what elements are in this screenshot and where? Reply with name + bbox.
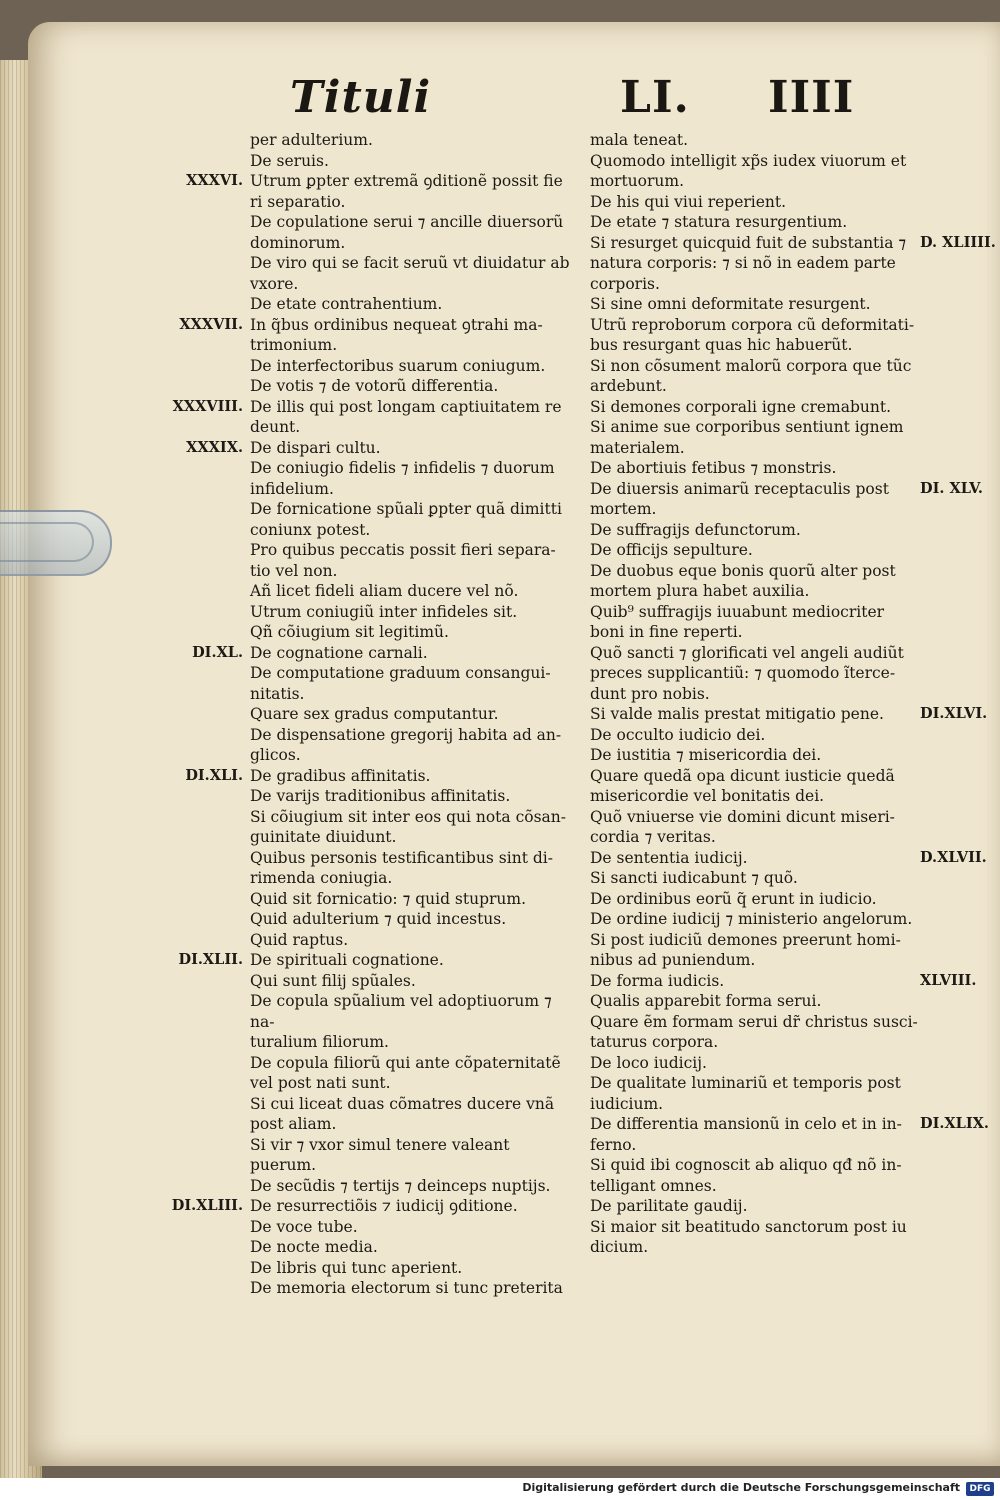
index-entry bbox=[590, 561, 920, 602]
index-entry bbox=[590, 356, 920, 397]
entry-text: Quare quedã opa dicunt iusticie quedã misericordie vel bonitatis dei. bbox=[590, 766, 895, 805]
entry-text: Si anime sue corporibus sentiunt ignem materialem. bbox=[590, 418, 904, 457]
section-number: DI.XLI. bbox=[185, 766, 243, 784]
entry-text: De forma iudicis. bbox=[590, 971, 725, 990]
entry-text: De copulatione serui ⁊ ancille diuersorũ dominorum. bbox=[250, 213, 564, 252]
entry-text: De votis ⁊ de votorũ differentia. bbox=[250, 377, 499, 395]
index-entry bbox=[250, 1217, 580, 1238]
index-entry bbox=[590, 1012, 920, 1053]
index-entry bbox=[590, 971, 977, 992]
entry-text: Utrum ꝑpter extremã ꝯditionẽ possit fie ri separatio. bbox=[250, 172, 563, 211]
section-number: DI. XLV. bbox=[920, 479, 983, 497]
index-entry bbox=[590, 807, 920, 848]
entry-text: De libris qui tunc aperient. bbox=[250, 1258, 463, 1277]
index-entry bbox=[590, 151, 920, 192]
index-entry bbox=[172, 397, 580, 438]
index-entry bbox=[590, 417, 920, 458]
index-entry bbox=[185, 766, 580, 787]
index-entry bbox=[590, 192, 920, 213]
entry-text: De etate contrahentium. bbox=[250, 295, 443, 313]
index-entry bbox=[590, 233, 996, 295]
index-entry bbox=[250, 1094, 580, 1135]
index-entry bbox=[590, 930, 920, 971]
section-number: DI.XLVI. bbox=[920, 705, 988, 722]
entry-text: Si quid ibi cognoscit ab aliquo qđ nõ in- telligant omnes. bbox=[590, 1156, 902, 1195]
entry-text: De abortiuis fetibus ⁊ monstris. bbox=[590, 459, 837, 477]
entry-text: De spirituali cognatione. bbox=[250, 951, 444, 969]
entry-text: mala teneat. bbox=[590, 131, 689, 149]
index-entry bbox=[590, 212, 920, 233]
index-entry bbox=[250, 1135, 580, 1176]
entry-text: Quid adulterium ⁊ quid incestus. bbox=[250, 910, 507, 928]
index-entry bbox=[250, 602, 580, 623]
index-entry bbox=[250, 930, 580, 951]
entry-text: Si non cõsument malorũ corpora que tũc ardebunt. bbox=[590, 356, 912, 395]
index-entry bbox=[250, 807, 580, 848]
entry-text: De secũdis ⁊ tertijs ⁊ deinceps nuptijs. bbox=[250, 1176, 551, 1195]
entry-text: De seruis. bbox=[250, 151, 329, 170]
index-entry bbox=[250, 991, 580, 1053]
index-entry bbox=[178, 950, 580, 971]
entry-text: De ordinibus eorũ q̃ erunt in iudicio. bbox=[590, 889, 877, 908]
index-entry bbox=[250, 909, 580, 930]
entry-text: De computatione graduum consangui- nitatis. bbox=[250, 664, 551, 703]
index-entry bbox=[250, 458, 580, 499]
section-number: D. XLIIII. bbox=[920, 233, 996, 251]
entry-text: Quomodo intelligit xp̃s iudex viuorum et mortuorum. bbox=[590, 151, 907, 190]
entry-text: Si demones corporali igne cremabunt. bbox=[590, 397, 892, 416]
index-entry bbox=[186, 438, 580, 459]
entry-text: Qualis apparebit forma serui. bbox=[590, 992, 822, 1010]
index-entry bbox=[590, 130, 920, 151]
header-folio-part-2: IIII bbox=[768, 72, 855, 123]
entry-text: Si cui liceat duas cõmatres ducere vnã post aliam. bbox=[250, 1094, 555, 1133]
entry-text: Quõ sancti ⁊ glorificati vel angeli audiũt preces supplicantiũ: ⁊ quomodo ĩterce- dunt pro nobis. bbox=[590, 643, 904, 703]
index-entry bbox=[590, 745, 920, 766]
entry-text: Qui sunt filij spũales. bbox=[250, 971, 416, 990]
section-number: DI.XL. bbox=[192, 643, 243, 661]
index-entry bbox=[590, 479, 983, 520]
entry-text: De parilitate gaudij. bbox=[590, 1197, 748, 1215]
section-number: XXXIX. bbox=[186, 438, 243, 456]
index-entry bbox=[590, 1196, 920, 1217]
entry-text: De cognatione carnali. bbox=[250, 643, 428, 662]
index-entry bbox=[250, 848, 580, 889]
entry-text: Quare ẽm formam serui dr̃ christus susci- taturus corpora. bbox=[590, 1012, 918, 1051]
index-entry bbox=[171, 1196, 580, 1217]
index-entry bbox=[250, 1258, 580, 1279]
entry-text: Quõ vniuerse vie domini dicunt miseri- cordia ⁊ veritas. bbox=[590, 807, 895, 846]
entry-text: Si vir ⁊ vxor simul tenere valeant puerum. bbox=[250, 1135, 510, 1174]
index-entry bbox=[250, 581, 580, 602]
entry-text: Pro quibus peccatis possit fieri separa- tio vel non. bbox=[250, 541, 556, 580]
index-entry bbox=[590, 1155, 920, 1196]
left-index-column bbox=[171, 130, 580, 1299]
index-entry bbox=[590, 889, 920, 910]
index-entry bbox=[179, 315, 580, 356]
section-number: DI.XLIX. bbox=[920, 1115, 989, 1132]
entry-text: De interfectoribus suarum coniugum. bbox=[250, 356, 546, 375]
index-entry bbox=[590, 520, 920, 541]
index-entry bbox=[250, 889, 580, 910]
index-entry bbox=[590, 1114, 989, 1155]
index-entry bbox=[590, 991, 920, 1012]
index-entry bbox=[250, 1053, 580, 1094]
entry-text: De resurrectiõis ⁊ iudicij ꝯditione. bbox=[250, 1197, 518, 1215]
entry-text: De dispensatione gregorij habita ad an- glicos. bbox=[250, 725, 562, 764]
index-entry bbox=[590, 397, 920, 418]
entry-text: De gradibus affinitatis. bbox=[250, 766, 431, 785]
running-header bbox=[0, 72, 1000, 132]
index-entry bbox=[250, 253, 580, 294]
entry-text: De coniugio fidelis ⁊ infidelis ⁊ duorum infidelium. bbox=[250, 459, 555, 498]
entry-text: Utrum coniugiũ inter infideles sit. bbox=[250, 602, 518, 621]
index-entry bbox=[590, 540, 920, 561]
index-entry bbox=[250, 499, 580, 540]
entry-text: De nocte media. bbox=[250, 1238, 378, 1256]
entry-text: De duobus eque bonis quorũ alter post mortem plura habet auxilia. bbox=[590, 561, 896, 600]
index-entry bbox=[250, 725, 580, 766]
index-entry bbox=[590, 458, 920, 479]
entry-text: De iustitia ⁊ misericordia dei. bbox=[590, 746, 822, 764]
entry-text: Utrũ reproborum corpora cũ deformitati- bus resurgant quas hic habuerũt. bbox=[590, 315, 915, 354]
index-entry bbox=[590, 643, 920, 705]
header-title: Tituli bbox=[290, 72, 432, 123]
section-number: XXXVIII. bbox=[172, 397, 243, 415]
entry-text: De copula spũalium vel adoptiuorum ⁊ na- turalium filiorum. bbox=[250, 992, 552, 1051]
entry-text: De loco iudicij. bbox=[590, 1053, 707, 1072]
entry-text: Si sancti iudicabunt ⁊ quõ. bbox=[590, 869, 798, 887]
section-number: XXXVII. bbox=[179, 315, 243, 333]
entry-text: Añ licet fideli aliam ducere vel nõ. bbox=[250, 582, 519, 600]
index-entry bbox=[590, 294, 920, 315]
index-entry bbox=[250, 1278, 580, 1299]
entry-text: De officijs sepulture. bbox=[590, 541, 753, 559]
index-entry bbox=[250, 376, 580, 397]
section-number: XLVIII. bbox=[920, 971, 977, 989]
entry-text: Si sine omni deformitate resurgent. bbox=[590, 295, 871, 313]
entry-text: Qñ cõiugium sit legitimũ. bbox=[250, 623, 449, 641]
entry-text: De varijs traditionibus affinitatis. bbox=[250, 787, 511, 805]
index-entry bbox=[192, 643, 580, 664]
footer-bar bbox=[0, 1478, 1000, 1500]
entry-text: Si resurget quicquid fuit de substantia ⁊ natura corporis: ⁊ si nõ in eadem parte corporis. bbox=[590, 233, 907, 293]
index-entry bbox=[590, 868, 920, 889]
entry-text: Si maior sit beatitudo sanctorum post iu dicium. bbox=[590, 1217, 907, 1256]
dfg-logo: DFG bbox=[966, 1482, 994, 1496]
index-entry bbox=[250, 704, 580, 725]
index-entry bbox=[250, 130, 580, 151]
entry-text: De illis qui post longam captiuitatem re deunt. bbox=[250, 397, 562, 436]
index-entry bbox=[590, 1073, 920, 1114]
index-entry bbox=[250, 540, 580, 581]
index-entry bbox=[250, 971, 580, 992]
entry-text: De suffragijs defunctorum. bbox=[590, 520, 801, 539]
entry-text: De viro qui se facit seruũ vt diuidatur ab vxore. bbox=[250, 254, 570, 293]
entry-text: Quibus personis testificantibus sint di- rimenda coniugia. bbox=[250, 848, 553, 887]
index-entry bbox=[590, 766, 920, 807]
entry-text: Quid sit fornicatio: ⁊ quid stuprum. bbox=[250, 889, 527, 908]
index-entry bbox=[590, 704, 988, 725]
index-entry bbox=[250, 1237, 580, 1258]
entry-text: De occulto iudicio dei. bbox=[590, 725, 766, 744]
entry-text: In q̃bus ordinibus nequeat ꝯtrahi ma- trimonium. bbox=[250, 315, 543, 354]
index-entry bbox=[590, 725, 920, 746]
entry-text: De etate ⁊ statura resurgentium. bbox=[590, 213, 848, 231]
entry-text: De sententia iudicij. bbox=[590, 848, 748, 867]
index-entry bbox=[590, 848, 987, 869]
entry-text: De copula filiorũ qui ante cõpaternitatẽ vel post nati sunt. bbox=[250, 1053, 561, 1092]
index-entry bbox=[590, 602, 920, 643]
index-entry bbox=[590, 1053, 920, 1074]
entry-text: De dispari cultu. bbox=[250, 438, 381, 457]
entry-text: De his qui viui reperient. bbox=[590, 192, 787, 211]
section-number: DI.XLII. bbox=[178, 951, 243, 968]
entry-text: per adulterium. bbox=[250, 131, 373, 149]
entry-text: Si valde malis prestat mitigatio pene. bbox=[590, 705, 884, 723]
section-number: D.XLVII. bbox=[920, 848, 987, 866]
entry-text: De ordine iudicij ⁊ ministerio angelorum. bbox=[590, 910, 913, 928]
index-entry bbox=[250, 356, 580, 377]
index-entry bbox=[250, 1176, 580, 1197]
index-entry bbox=[250, 294, 580, 315]
index-entry bbox=[250, 786, 580, 807]
entry-text: De differentia mansionũ in celo et in in- ferno. bbox=[590, 1115, 902, 1154]
index-entry bbox=[590, 1217, 920, 1258]
index-entry bbox=[590, 909, 920, 930]
entry-text: Si cõiugium sit inter eos qui nota cõsan- guinitate diuidunt. bbox=[250, 807, 567, 846]
entry-text: Quare sex gradus computantur. bbox=[250, 705, 499, 723]
index-entry bbox=[250, 622, 580, 643]
footer-credit-text: Digitalisierung gefördert durch die Deutsche Forschungsgemeinschaft bbox=[522, 1481, 960, 1494]
entry-text: Si post iudiciũ demones preerunt homi- nibus ad puniendum. bbox=[590, 930, 901, 969]
entry-text: De fornicatione spũali ꝑpter quã dimitti coniunx potest. bbox=[250, 500, 562, 539]
entry-text: Quib⁹ suffragijs iuuabunt mediocriter boni in fine reperti. bbox=[590, 602, 885, 641]
right-index-column bbox=[590, 130, 996, 1258]
entry-text: De diuersis animarũ receptaculis post mortem. bbox=[590, 479, 889, 518]
section-number: DI.XLIII. bbox=[171, 1197, 243, 1214]
section-number: XXXVI. bbox=[186, 172, 243, 189]
index-entry bbox=[250, 212, 580, 253]
paper-clip-inner bbox=[0, 522, 94, 562]
index-entry bbox=[250, 151, 580, 172]
entry-text: Quid raptus. bbox=[250, 930, 349, 949]
entry-text: De voce tube. bbox=[250, 1217, 358, 1236]
index-entry bbox=[590, 315, 920, 356]
entry-text: De qualitate luminariũ et temporis post iudicium. bbox=[590, 1074, 901, 1113]
entry-text: De memoria electorum si tunc preterita bbox=[250, 1279, 563, 1297]
index-entry bbox=[250, 663, 580, 704]
header-folio-part-1: LI. bbox=[620, 72, 690, 123]
index-entry bbox=[186, 171, 580, 212]
